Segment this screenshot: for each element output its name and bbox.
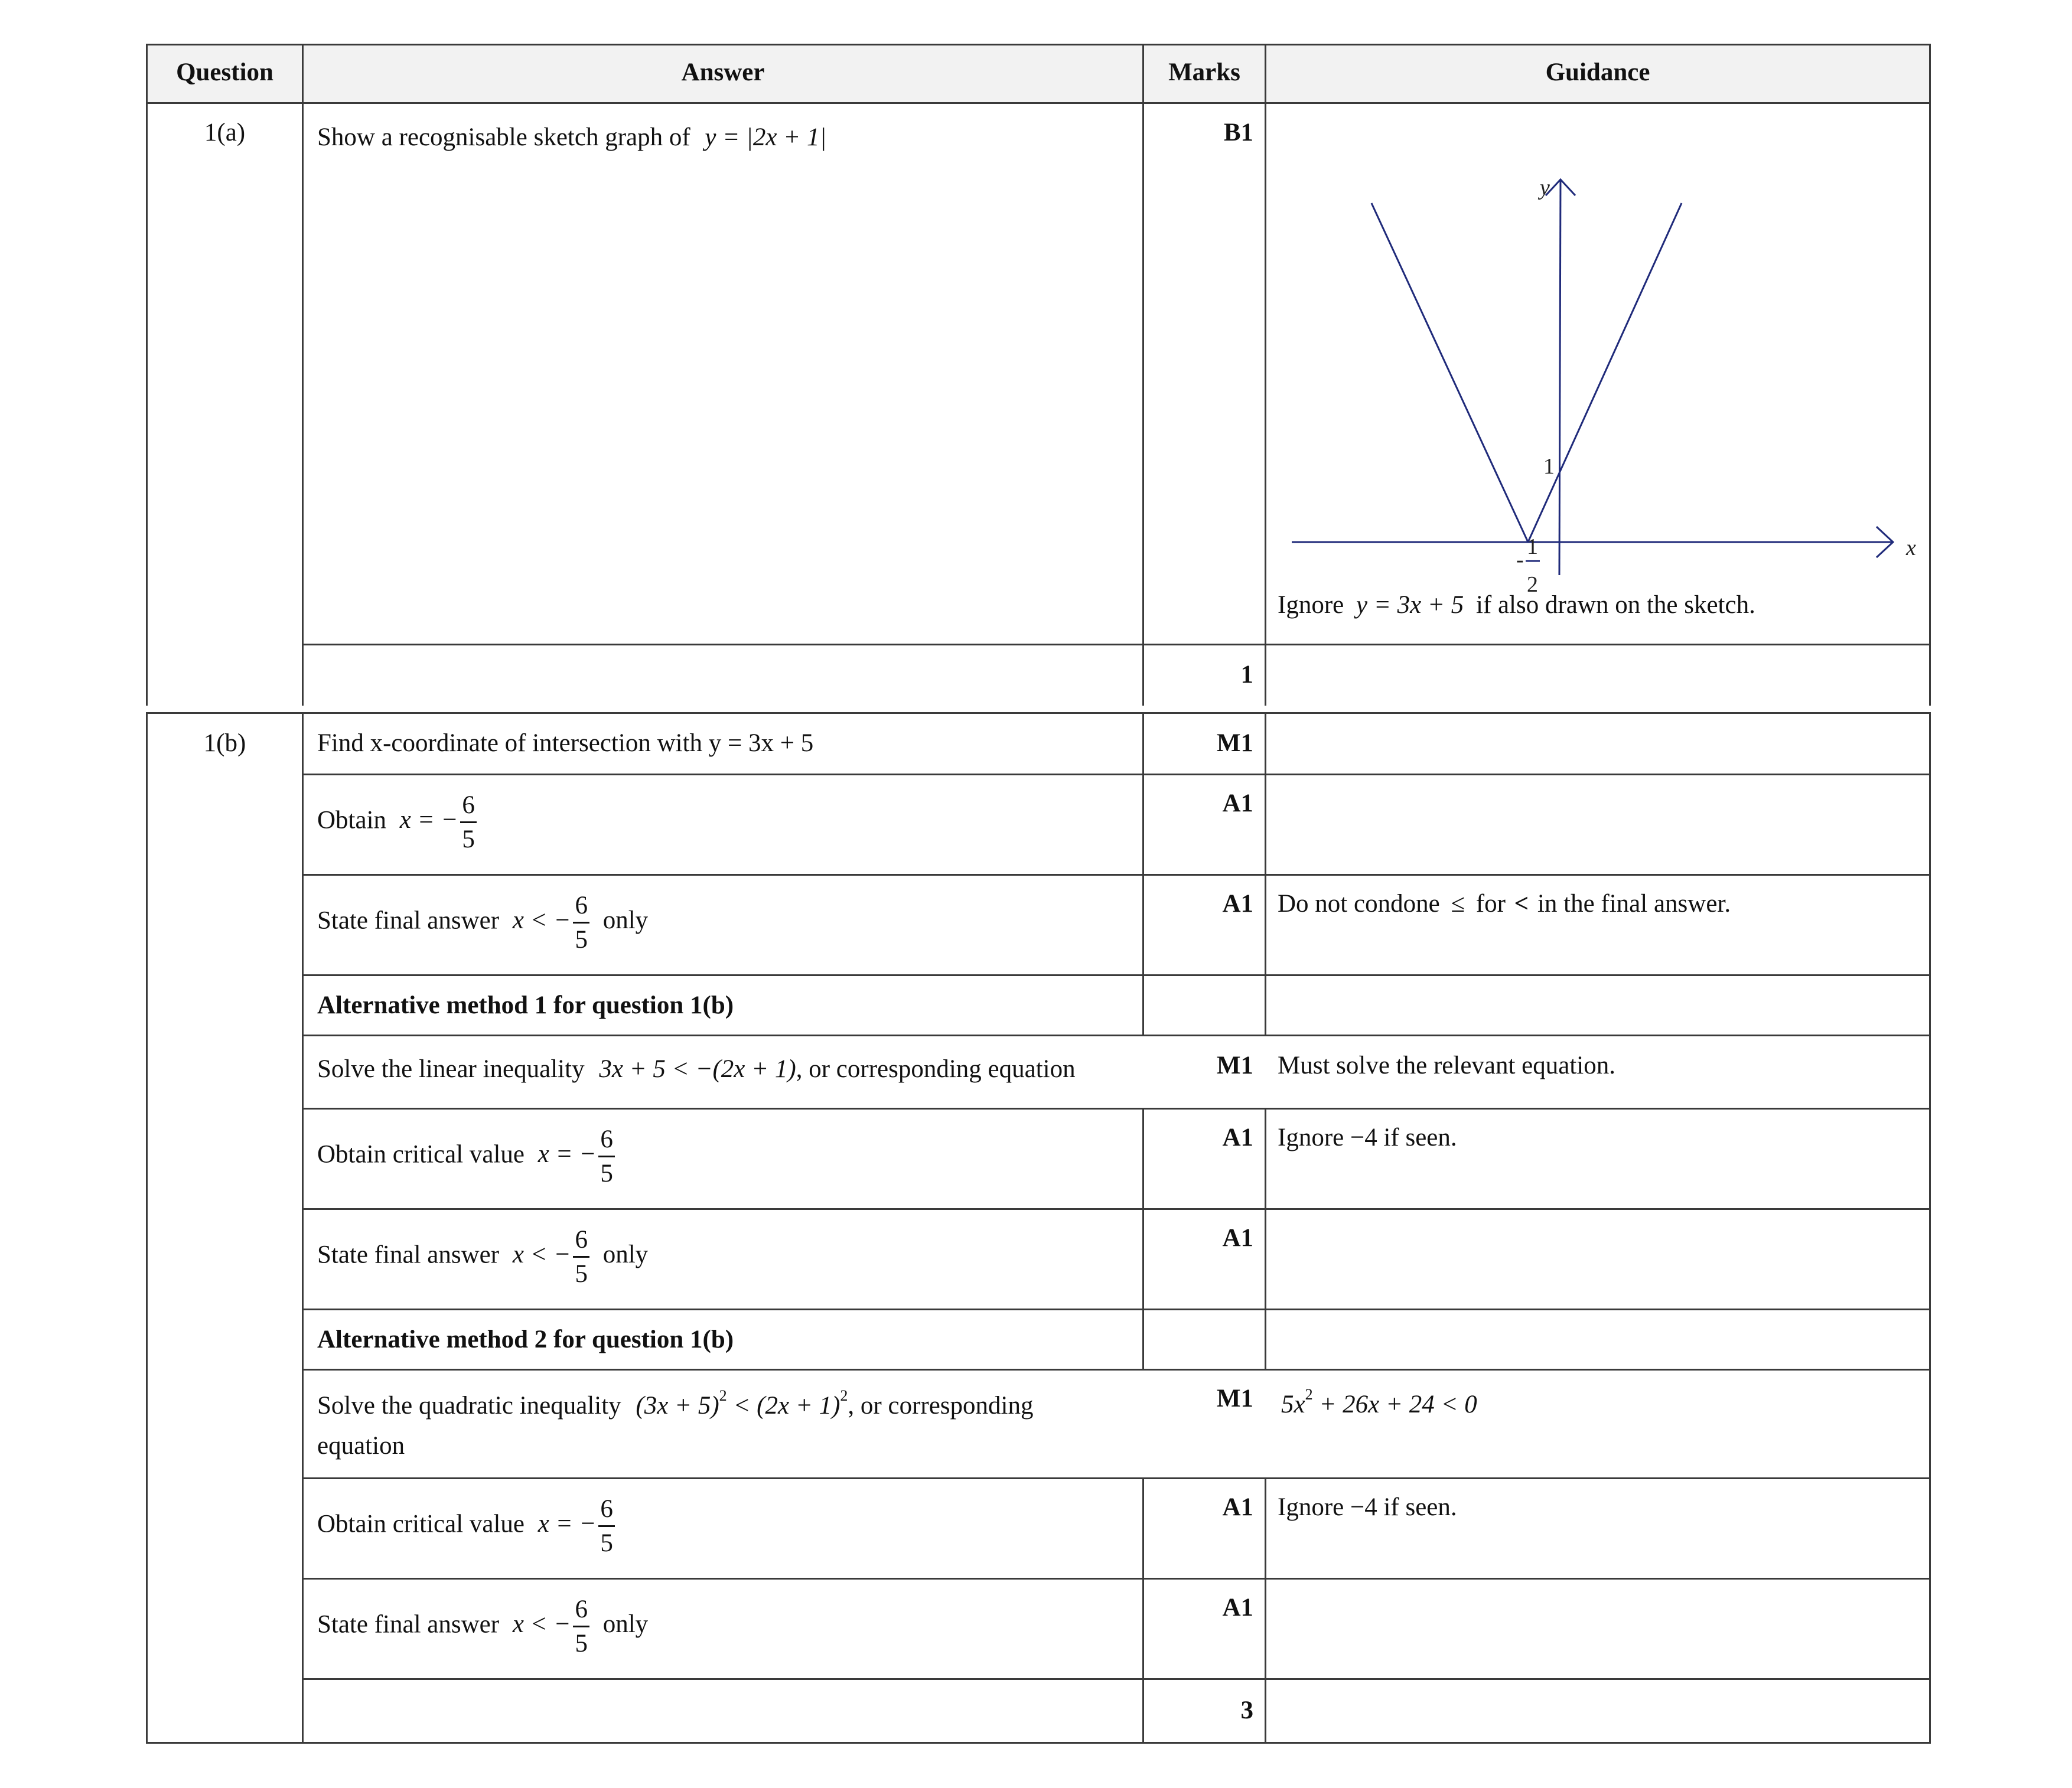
rule [146, 712, 1931, 714]
rule [146, 1742, 1931, 1744]
fraction-numerator: 6 [573, 893, 589, 924]
sketch-graph [1280, 120, 1930, 597]
x-axis-label: x [1906, 536, 1916, 560]
rule [302, 1678, 1931, 1680]
fraction-numerator: 6 [573, 1597, 589, 1627]
answer-text: , or corresponding [848, 1392, 1034, 1420]
rule [146, 712, 148, 1744]
answer-math: x < − [512, 1610, 571, 1639]
guidance-text: for [1475, 890, 1506, 918]
guidance-text: Ignore −4 if seen. [1278, 1493, 1457, 1521]
mark: B1 [1223, 119, 1253, 146]
rule [1265, 44, 1266, 706]
rule [1929, 712, 1931, 1744]
y-axis-label: y [1540, 175, 1550, 200]
fraction-denominator: 5 [575, 926, 588, 954]
graph-left-branch [1371, 203, 1528, 542]
mark-scheme-table [146, 44, 1931, 1744]
answer-cell [317, 1227, 648, 1287]
rule [302, 1369, 1931, 1371]
answer-text: Obtain critical value [317, 1510, 525, 1538]
header-answer: Answer [681, 58, 765, 86]
answer-math: x < − [512, 1241, 571, 1269]
y-axis [1559, 180, 1560, 575]
root-numerator: 1 [1527, 534, 1538, 559]
mark: A1 [1222, 1493, 1253, 1521]
rule [146, 102, 1931, 104]
fraction-denominator: 5 [462, 826, 475, 853]
fraction [573, 1227, 589, 1287]
guidance-text: if also drawn on the sketch. [1475, 591, 1755, 619]
fraction-numerator: 6 [460, 792, 477, 823]
rule [302, 712, 304, 1744]
fraction [598, 1496, 615, 1556]
graph-right-branch [1528, 203, 1682, 542]
exponent: 2 [1305, 1386, 1313, 1403]
answer-cell [317, 1597, 648, 1656]
fraction [573, 893, 589, 952]
guidance-math: 5x [1281, 1391, 1305, 1418]
question-number: 1(a) [204, 119, 246, 146]
fraction-denominator: 5 [575, 1630, 588, 1658]
header-question: Question [176, 58, 273, 86]
answer-text: State final answer [317, 906, 500, 935]
guidance-equation: y = 3x + 5 [1356, 591, 1464, 619]
guidance-1a [1278, 590, 1755, 619]
answer-math: 3x + 5 < −(2x + 1) [599, 1055, 796, 1083]
rule [302, 1208, 1931, 1210]
rule [1265, 712, 1266, 1035]
rule [1265, 1108, 1266, 1369]
root-sign: - [1516, 547, 1524, 572]
answer-math: x = − [537, 1510, 597, 1538]
guidance-text: Ignore [1278, 591, 1344, 619]
fraction [460, 792, 477, 852]
rule [302, 1035, 1931, 1036]
answer-text: only [602, 906, 649, 935]
mark: A1 [1222, 1124, 1253, 1151]
root-denominator: 2 [1527, 572, 1538, 597]
answer-text: State final answer [317, 1610, 500, 1639]
mark: A1 [1222, 789, 1253, 817]
mark: M1 [1216, 729, 1253, 757]
guidance-text: Must solve the relevant equation. [1278, 1052, 1615, 1079]
answer-text: Show a recognisable sketch graph of [317, 123, 690, 151]
mark: A1 [1222, 890, 1253, 918]
fraction-numerator: 6 [598, 1496, 615, 1527]
guidance-text: Ignore −4 if seen. [1278, 1124, 1457, 1151]
rule [302, 974, 1931, 976]
answer-math: (3x + 5) [636, 1392, 719, 1420]
mark: M1 [1216, 1052, 1253, 1079]
total-marks: 3 [1240, 1696, 1253, 1724]
guidance-cell [1278, 889, 1731, 918]
answer-text: Find x-coordinate of intersection with y = 3x + 5 [317, 729, 814, 757]
guidance-text: Do not condone [1278, 890, 1440, 918]
answer-text: Obtain [317, 806, 387, 834]
answer-equation: y = |2x + 1| [705, 123, 827, 151]
rule [302, 1309, 1931, 1310]
answer-text: Solve the quadratic inequality [317, 1392, 621, 1420]
answer-math: x = − [399, 806, 458, 834]
fraction [598, 1127, 615, 1186]
guidance-math: + 26x + 24 < 0 [1312, 1391, 1477, 1418]
rule [302, 644, 1931, 645]
fraction-numerator: 6 [573, 1227, 589, 1258]
guidance-symbol: ≤ [1451, 890, 1465, 918]
answer-cell [317, 893, 648, 952]
y-intercept-label: 1 [1543, 454, 1555, 479]
header-guidance: Guidance [1545, 58, 1650, 86]
header-marks: Marks [1168, 58, 1240, 86]
mark: A1 [1222, 1224, 1253, 1252]
question-number: 1(b) [203, 729, 246, 757]
answer-cell [317, 792, 479, 852]
answer-text: only [602, 1241, 649, 1269]
mark: A1 [1222, 1594, 1253, 1621]
fraction-numerator: 6 [598, 1127, 615, 1157]
rule [302, 1578, 1931, 1580]
answer-cell [317, 123, 826, 152]
answer-cell [317, 1387, 1034, 1420]
guidance-symbol: < [1514, 890, 1529, 918]
answer-cell [317, 1055, 1076, 1084]
answer-cell [317, 1496, 617, 1556]
answer-text: Solve the linear inequality [317, 1055, 585, 1083]
fraction-denominator: 5 [575, 1260, 588, 1288]
alt-method-2-heading: Alternative method 2 for question 1(b) [317, 1326, 734, 1353]
rule [302, 1477, 1931, 1479]
answer-math: x = − [537, 1140, 597, 1169]
rule [146, 44, 1931, 45]
rule [1265, 1477, 1266, 1744]
guidance-text: in the final answer. [1537, 890, 1731, 918]
answer-text: only [602, 1610, 649, 1639]
answer-text: State final answer [317, 1241, 500, 1269]
answer-cell [317, 1127, 617, 1186]
answer-text: , or corresponding equation [796, 1055, 1076, 1083]
exponent: 2 [719, 1387, 727, 1404]
guidance-cell [1281, 1386, 1477, 1419]
mark: M1 [1216, 1385, 1253, 1412]
rule [1142, 712, 1144, 1035]
fraction [573, 1597, 589, 1656]
answer-text: equation [317, 1432, 405, 1460]
rule [302, 874, 1931, 876]
answer-text: Obtain critical value [317, 1140, 525, 1169]
rule [302, 774, 1931, 775]
fraction-denominator: 5 [600, 1529, 613, 1557]
alt-method-1-heading: Alternative method 1 for question 1(b) [317, 991, 734, 1019]
rule [302, 1108, 1931, 1110]
answer-math: < (2x + 1) [726, 1392, 840, 1420]
exponent: 2 [840, 1387, 848, 1404]
answer-math: x < − [512, 906, 571, 935]
fraction-denominator: 5 [600, 1160, 613, 1187]
total-marks: 1 [1240, 661, 1253, 689]
